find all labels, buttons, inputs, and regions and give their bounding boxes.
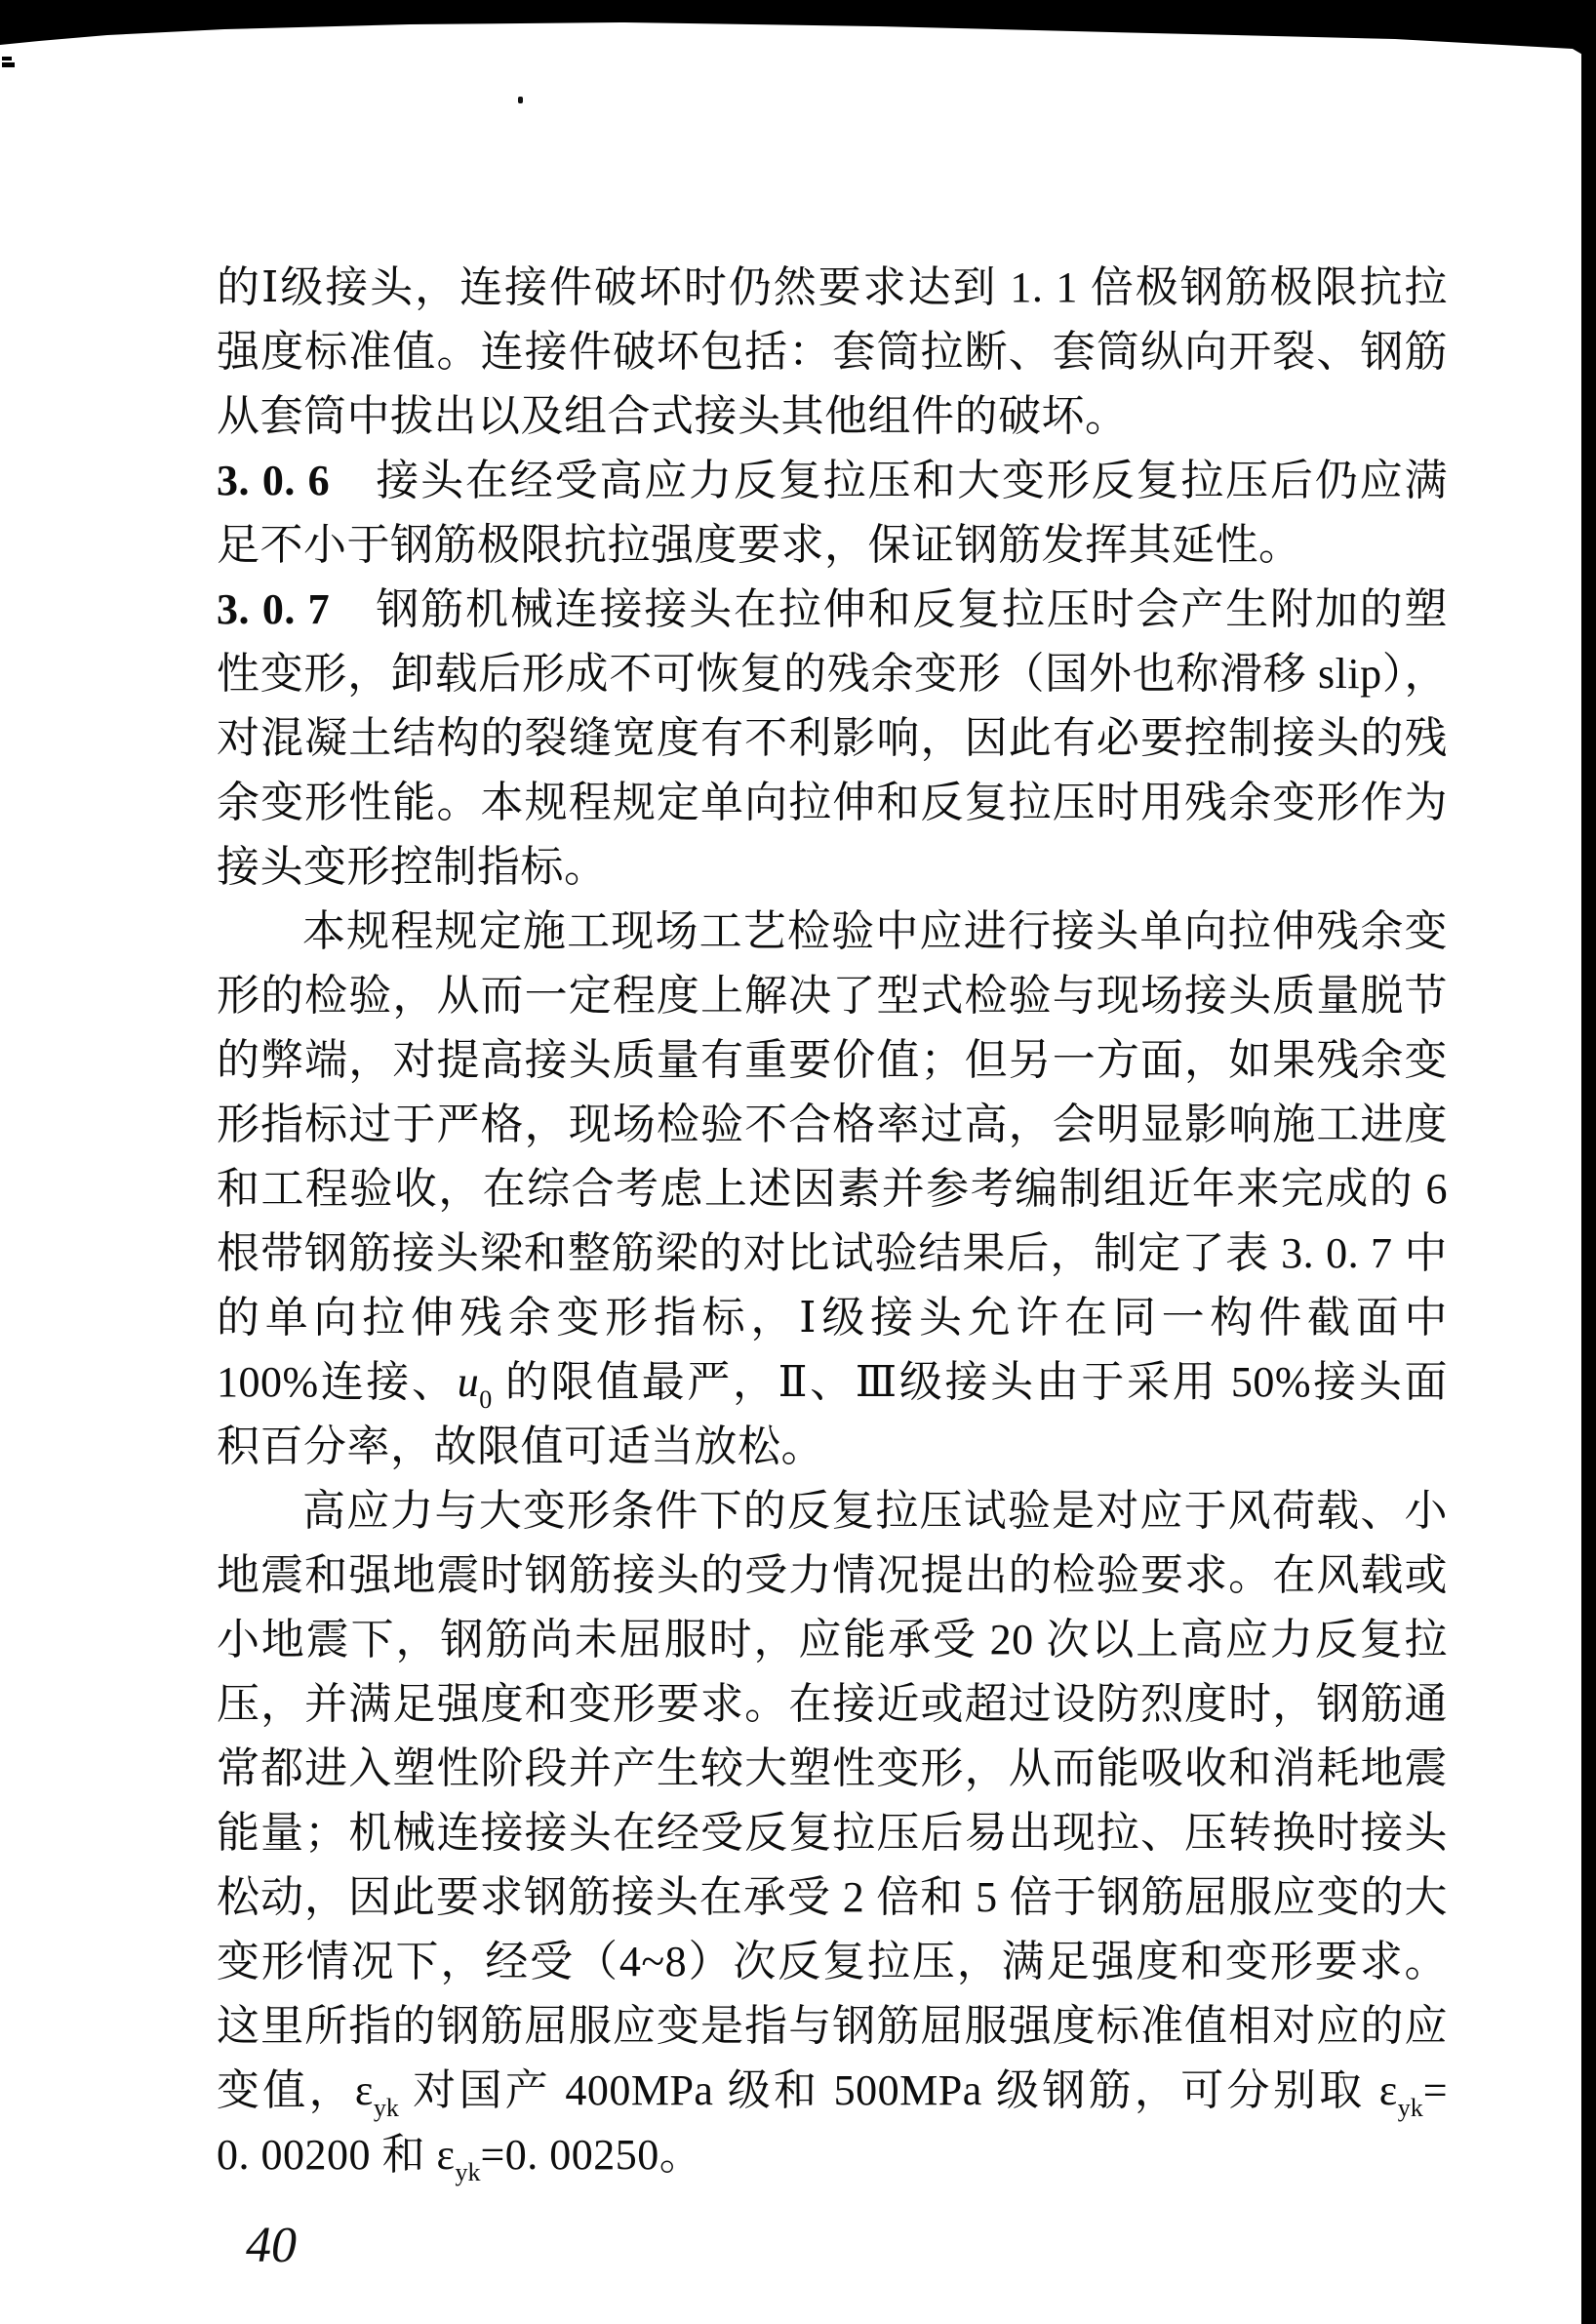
text-run: 根带钢筋接头梁和整筋梁的对比试验结果后，制定了表 3. 0. 7 中 [217,1229,1448,1277]
text-run: u [457,1358,480,1406]
text-line [217,1672,1448,1737]
text-line [217,1737,1448,1801]
scan-artifact-right-edge [1581,0,1596,2324]
text-line [217,900,1448,964]
text-line [217,384,1448,449]
text-run: 本规程规定施工现场工艺检验中应进行接头单向拉伸残余变 [302,907,1448,955]
text-run: 对国产 400MPa 级和 500MPa 级钢筋，可分别取 [398,2066,1379,2114]
text-run: 能量；机械连接接头在经受反复拉压后易出现拉、压转换时接头 [217,1809,1448,1857]
text-line [217,1222,1448,1286]
scan-artifact-corner-mark [2,62,15,67]
text-line [217,1479,1448,1543]
text-run: 小地震下，钢筋尚未屈服时，应能承受 20 次以上高应力反复拉 [217,1616,1448,1663]
text-run: ε [354,2066,374,2114]
text-line [217,1415,1448,1479]
text-line [217,513,1448,578]
text-run: 强度标准值。连接件破坏包括：套筒拉断、套筒纵向开裂、钢筋 [217,328,1448,376]
text-run: 积百分率，故限值可适当放松。 [217,1422,824,1470]
text-run: 形的检验，从而一定程度上解决了型式检验与现场接头质量脱节 [217,972,1448,1020]
text-run: yk [373,2094,399,2122]
text-run: ε [436,2131,456,2179]
text-run: 松动，因此要求钢筋接头在承受 2 倍和 5 倍于钢筋屈服应变的大 [217,1873,1448,1921]
scan-artifact-speck [518,97,523,103]
text-line [217,2059,1448,2123]
text-run: 从套筒中拔出以及组合式接头其他组件的破坏。 [217,392,1129,440]
section-number: 3. 0. 7 [217,585,331,633]
text-run: 0 [479,1385,493,1414]
text-run: = [1422,2066,1448,2114]
text-run: 的Ⅰ级接头，连接件破坏时仍然要求达到 1. 1 倍极钢筋极限抗拉 [217,263,1448,311]
text-line [217,771,1448,835]
text-line [217,1865,1448,1930]
text-line [217,1093,1448,1157]
text-line [217,256,1448,320]
text-run: 性变形，卸载后形成不可恢复的残余变形（国外也称滑移 slip）， [217,650,1448,698]
text-line [217,1286,1448,1350]
text-run: 压，并满足强度和变形要求。在接近或超过设防烈度时，钢筋通 [217,1680,1448,1728]
text-line [217,320,1448,384]
text-line [217,706,1448,771]
text-run: 变形情况下，经受（4~8）次反复拉压，满足强度和变形要求。 [217,1938,1448,1985]
text-run: 这里所指的钢筋屈服应变是指与钢筋屈服强度标准值相对应的应 [217,2002,1448,2050]
text-run: 常都进入塑性阶段并产生较大塑性变形，从而能吸收和消耗地震 [217,1744,1448,1792]
text-run: 的单向拉伸残余变形指标，Ⅰ级接头允许在同一构件截面中 [217,1294,1448,1342]
text-line [217,1608,1448,1672]
text-run: ε [1378,2066,1398,2114]
text-line [217,835,1448,900]
text-run: yk [455,2158,481,2186]
page-number: 40 [246,2218,297,2273]
text-run: 形指标过于严格，现场检验不合格率过高，会明显影响施工进度 [217,1101,1448,1148]
text-line [217,578,1448,642]
text-run: yk [1397,2094,1423,2122]
text-run: 和工程验收，在综合考虑上述因素并参考编制组近年来完成的 6 [217,1165,1448,1213]
text-line [217,1930,1448,1994]
text-line [217,1543,1448,1608]
text-line [217,1801,1448,1865]
scan-artifact-corner-mark [2,57,12,60]
text-run: 地震和强地震时钢筋接头的受力情况提出的检验要求。在风载或 [217,1551,1448,1599]
text-run: 余变形性能。本规程规定单向拉伸和反复拉压时用残余变形作为 [217,779,1448,826]
section-number: 3. 0. 6 [217,457,331,504]
text-line [217,1994,1448,2059]
text-run: 高应力与大变形条件下的反复拉压试验是对应于风荷载、小 [302,1487,1448,1535]
text-run: 100%连接、 [217,1358,458,1406]
text-line [217,1350,1448,1415]
text-line [217,1028,1448,1093]
text-line [217,642,1448,706]
scan-artifact-top-band [0,0,1596,68]
text-run: 接头变形控制指标。 [217,843,608,891]
body-text [217,256,1448,2187]
text-run: 的限值最严，Ⅱ、Ⅲ级接头由于采用 50%接头面 [492,1358,1448,1406]
text-run: 足不小于钢筋极限抗拉强度要求，保证钢筋发挥其延性。 [217,521,1302,569]
text-run: 0. 00200 和 [217,2131,437,2179]
text-run: 变值， [217,2066,355,2114]
text-run: 钢筋机械连接接头在拉伸和反复拉压时会产生附加的塑 [330,585,1448,633]
text-run: =0. 00250。 [480,2131,703,2179]
text-line [217,1157,1448,1222]
text-line [217,449,1448,513]
text-line [217,2123,1448,2187]
text-run: 的弊端，对提高接头质量有重要价值；但另一方面，如果残余变 [217,1036,1448,1084]
text-run: 对混凝土结构的裂缝宽度有不利影响，因此有必要控制接头的残 [217,714,1448,762]
text-line [217,964,1448,1028]
text-run: 接头在经受高应力反复拉压和大变形反复拉压后仍应满 [330,457,1448,504]
